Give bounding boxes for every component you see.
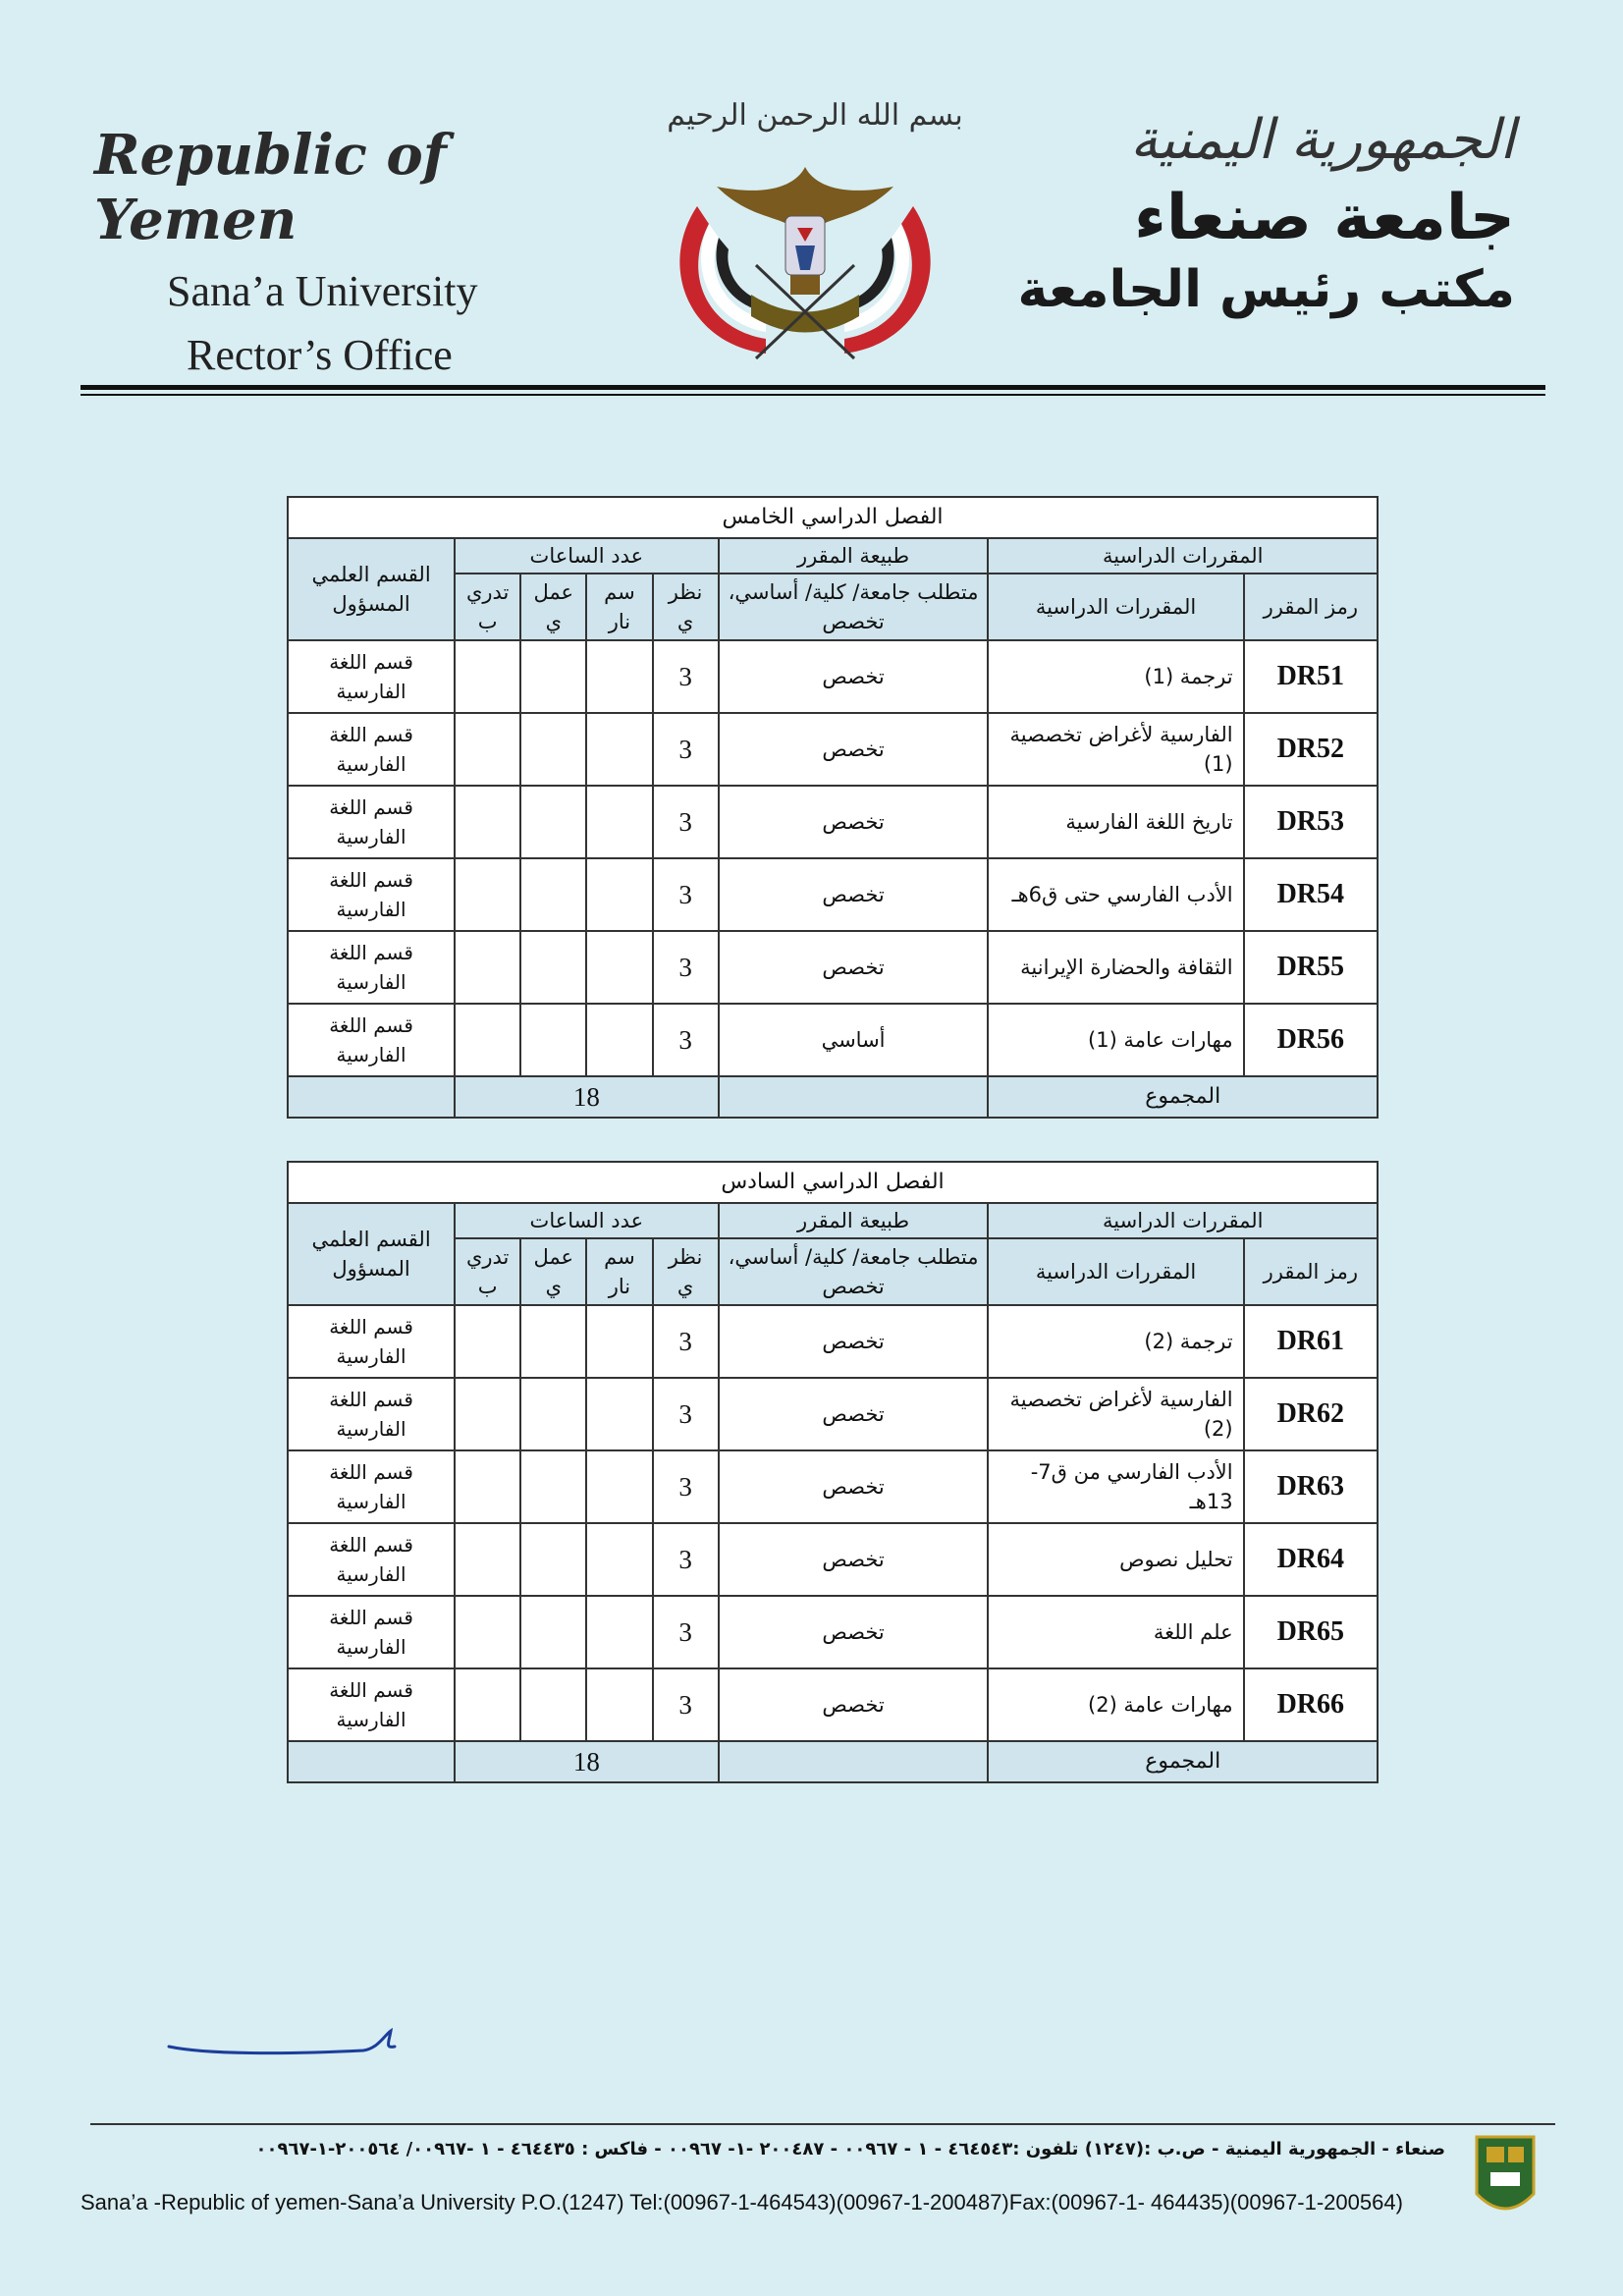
- training-hours: [455, 1668, 520, 1741]
- course-name: مهارات عامة (2): [988, 1668, 1243, 1741]
- practical-hours: [520, 640, 586, 713]
- seminar-hours: [586, 858, 652, 931]
- requirement-header: متطلب جامعة/ كلية/ أساسي، تخصص: [719, 1238, 989, 1305]
- total-row: [288, 1741, 1378, 1782]
- theory-hours: 3: [653, 1668, 719, 1741]
- hours-header: عدد الساعات: [455, 1203, 719, 1238]
- responsible-department: قسم اللغة الفارسية: [288, 1668, 455, 1741]
- course-name: ترجمة (1): [988, 640, 1243, 713]
- university-name-ar: جامعة صنعاء: [1134, 182, 1515, 254]
- total-spacer: [719, 1741, 989, 1782]
- seminar-hours: [586, 713, 652, 786]
- table-row: [288, 1596, 1378, 1668]
- total-hours: 18: [455, 1076, 719, 1118]
- course-code: DR66: [1244, 1668, 1378, 1741]
- practical-hours: [520, 931, 586, 1004]
- university-name-en: Sana’a University: [167, 267, 478, 315]
- course-name: مهارات عامة (1): [988, 1004, 1243, 1076]
- course-type: تخصص: [719, 1596, 989, 1668]
- theory-hours: 3: [653, 713, 719, 786]
- course-name: تاريخ اللغة الفارسية: [988, 786, 1243, 858]
- training-hours: [455, 931, 520, 1004]
- theory-hours: 3: [653, 1450, 719, 1523]
- table-row: [288, 1450, 1378, 1523]
- requirement-header: متطلب جامعة/ كلية/ أساسي، تخصص: [719, 574, 989, 640]
- course-type: تخصص: [719, 713, 989, 786]
- training-hours: [455, 713, 520, 786]
- table-row: [288, 931, 1378, 1004]
- country-name-ar: الجمهورية اليمنية: [1129, 108, 1515, 172]
- responsible-department: قسم اللغة الفارسية: [288, 1004, 455, 1076]
- theory-hours: 3: [653, 1378, 719, 1450]
- practical-hours: [520, 1004, 586, 1076]
- course-code: DR61: [1244, 1305, 1378, 1378]
- course-code: DR64: [1244, 1523, 1378, 1596]
- course-code: DR65: [1244, 1596, 1378, 1668]
- course-type: أساسي: [719, 1004, 989, 1076]
- total-hours: 18: [455, 1741, 719, 1782]
- responsible-department: قسم اللغة الفارسية: [288, 858, 455, 931]
- header-divider-thin: [81, 394, 1545, 396]
- training-hours: [455, 1378, 520, 1450]
- seminar-hours: [586, 1004, 652, 1076]
- courses-group-header: المقررات الدراسية: [988, 538, 1378, 574]
- header-arabic: [1004, 108, 1515, 319]
- course-type: تخصص: [719, 1305, 989, 1378]
- course-name: الفارسية لأغراض تخصصية (1): [988, 713, 1243, 786]
- course-code: DR53: [1244, 786, 1378, 858]
- course-code: DR63: [1244, 1450, 1378, 1523]
- practical-hours: [520, 858, 586, 931]
- basmala-calligraphy: بسم الله الرحمن الرحيم: [667, 98, 963, 133]
- practical-hours-header: عمل ي: [520, 1238, 586, 1305]
- course-name: الأدب الفارسي حتى ق6هـ: [988, 858, 1243, 931]
- course-name: الأدب الفارسي من ق7-13هـ: [988, 1450, 1243, 1523]
- semester-title: الفصل الدراسي السادس: [288, 1162, 1378, 1203]
- training-hours: [455, 858, 520, 931]
- course-code: DR62: [1244, 1378, 1378, 1450]
- training-hours: [455, 640, 520, 713]
- seminar-hours: [586, 640, 652, 713]
- table-row: [288, 858, 1378, 931]
- total-dept-spacer: [288, 1741, 455, 1782]
- department-header: القسم العلمي المسؤول: [288, 1203, 455, 1305]
- course-type: تخصص: [719, 1668, 989, 1741]
- total-label: المجموع: [988, 1741, 1378, 1782]
- course-type: تخصص: [719, 1378, 989, 1450]
- seminar-hours: [586, 1596, 652, 1668]
- department-header: القسم العلمي المسؤول: [288, 538, 455, 640]
- total-label: المجموع: [988, 1076, 1378, 1118]
- responsible-department: قسم اللغة الفارسية: [288, 1596, 455, 1668]
- course-type: تخصص: [719, 640, 989, 713]
- training-hours-header: تدري ب: [455, 574, 520, 640]
- semester-title: الفصل الدراسي الخامس: [288, 497, 1378, 538]
- seminar-hours: [586, 1378, 652, 1450]
- seminar-hours: [586, 931, 652, 1004]
- training-hours: [455, 1450, 520, 1523]
- theory-hours: 3: [653, 1004, 719, 1076]
- seminar-hours: [586, 1305, 652, 1378]
- responsible-department: قسم اللغة الفارسية: [288, 931, 455, 1004]
- responsible-department: قسم اللغة الفارسية: [288, 1378, 455, 1450]
- office-name-ar: مكتب رئيس الجامعة: [1017, 260, 1515, 319]
- course-type: تخصص: [719, 858, 989, 931]
- seminar-hours: [586, 786, 652, 858]
- footer-divider: [90, 2123, 1555, 2125]
- theory-hours: 3: [653, 1523, 719, 1596]
- theory-hours-header: نظر ي: [653, 1238, 719, 1305]
- total-row: [288, 1076, 1378, 1118]
- theory-hours: 3: [653, 931, 719, 1004]
- signature-mark: [167, 2025, 422, 2064]
- practical-hours-header: عمل ي: [520, 574, 586, 640]
- course-type: تخصص: [719, 1450, 989, 1523]
- responsible-department: قسم اللغة الفارسية: [288, 786, 455, 858]
- course-nature-header: طبيعة المقرر: [719, 1203, 989, 1238]
- yemen-emblem-icon: [648, 147, 962, 363]
- theory-hours: 3: [653, 640, 719, 713]
- seminar-hours-header: سم نار: [586, 1238, 652, 1305]
- table-row: [288, 1305, 1378, 1378]
- semester-table: [287, 1161, 1379, 1783]
- course-type: تخصص: [719, 786, 989, 858]
- seminar-hours: [586, 1668, 652, 1741]
- course-code: DR52: [1244, 713, 1378, 786]
- practical-hours: [520, 1668, 586, 1741]
- practical-hours: [520, 1450, 586, 1523]
- course-type: تخصص: [719, 931, 989, 1004]
- course-code-header: رمز المقرر: [1244, 574, 1378, 640]
- total-dept-spacer: [288, 1076, 455, 1118]
- table-row: [288, 1378, 1378, 1450]
- training-hours: [455, 1523, 520, 1596]
- theory-hours: 3: [653, 1596, 719, 1668]
- theory-hours: 3: [653, 858, 719, 931]
- country-name-en: Republic of Yemen: [94, 123, 447, 252]
- responsible-department: قسم اللغة الفارسية: [288, 713, 455, 786]
- table-row: [288, 1668, 1378, 1741]
- footer-address-arabic: صنعاء - الجمهورية اليمنية - ص.ب :(١٢٤٧) تلفون :٤٦٤٥٤٣ - ١ - ٠٠٩٦٧ - ٢٠٠٤٨٧ -١- ٠٠٩٦٧ - فاكس : ٤٦٤٤٣٥ - ١ -٠٠٩٦٧/ ٢٠٠٥٦٤-١-٠٠٩٦٧: [255, 2139, 1445, 2159]
- course-name: تحليل نصوص: [988, 1523, 1243, 1596]
- seminar-hours: [586, 1523, 652, 1596]
- course-nature-header: طبيعة المقرر: [719, 538, 989, 574]
- total-spacer: [719, 1076, 989, 1118]
- training-hours: [455, 786, 520, 858]
- practical-hours: [520, 1523, 586, 1596]
- theory-hours-header: نظر ي: [653, 574, 719, 640]
- course-code-header: رمز المقرر: [1244, 1238, 1378, 1305]
- course-type: تخصص: [719, 1523, 989, 1596]
- courses-group-header: المقررات الدراسية: [988, 1203, 1378, 1238]
- course-name: الثقافة والحضارة الإيرانية: [988, 931, 1243, 1004]
- table-row: [288, 786, 1378, 858]
- hours-header: عدد الساعات: [455, 538, 719, 574]
- course-name: ترجمة (2): [988, 1305, 1243, 1378]
- course-code: DR54: [1244, 858, 1378, 931]
- training-hours: [455, 1004, 520, 1076]
- table-row: [288, 713, 1378, 786]
- responsible-department: قسم اللغة الفارسية: [288, 1450, 455, 1523]
- seminar-hours-header: سم نار: [586, 574, 652, 640]
- responsible-department: قسم اللغة الفارسية: [288, 640, 455, 713]
- course-name: الفارسية لأغراض تخصصية (2): [988, 1378, 1243, 1450]
- training-hours-header: تدري ب: [455, 1238, 520, 1305]
- practical-hours: [520, 1596, 586, 1668]
- practical-hours: [520, 1305, 586, 1378]
- office-name-en: Rector’s Office: [187, 331, 453, 379]
- table-row: [288, 1004, 1378, 1076]
- practical-hours: [520, 786, 586, 858]
- practical-hours: [520, 713, 586, 786]
- seminar-hours: [586, 1450, 652, 1523]
- theory-hours: 3: [653, 786, 719, 858]
- course-name-header: المقررات الدراسية: [988, 574, 1243, 640]
- course-code: DR56: [1244, 1004, 1378, 1076]
- course-code: DR55: [1244, 931, 1378, 1004]
- semester-table: [287, 496, 1379, 1119]
- course-name: علم اللغة: [988, 1596, 1243, 1668]
- responsible-department: قسم اللغة الفارسية: [288, 1305, 455, 1378]
- university-logo-icon: [1473, 2133, 1538, 2223]
- footer-address-english: Sana’a -Republic of yemen-Sana’a University P.O.(1247) Tel:(00967-1-464543)(00967-1-200487)Fax:(00967-1- 464435)(00967-1-200564): [81, 2190, 1403, 2214]
- header-divider: [81, 385, 1545, 390]
- training-hours: [455, 1305, 520, 1378]
- table-row: [288, 640, 1378, 713]
- training-hours: [455, 1596, 520, 1668]
- course-code: DR51: [1244, 640, 1378, 713]
- header-english: [88, 123, 599, 380]
- theory-hours: 3: [653, 1305, 719, 1378]
- practical-hours: [520, 1378, 586, 1450]
- responsible-department: قسم اللغة الفارسية: [288, 1523, 455, 1596]
- table-row: [288, 1523, 1378, 1596]
- course-name-header: المقررات الدراسية: [988, 1238, 1243, 1305]
